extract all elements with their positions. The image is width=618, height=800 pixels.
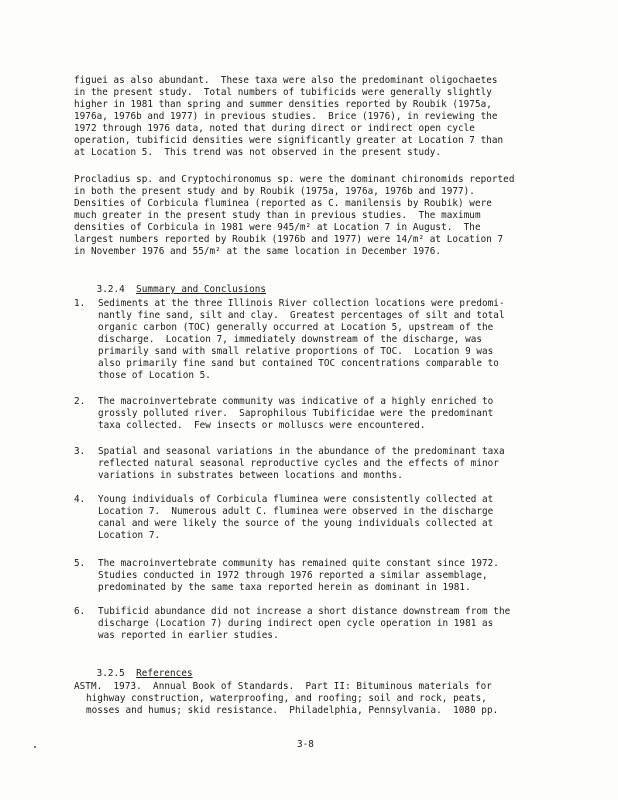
section-number: 3.2.5 bbox=[96, 668, 125, 679]
text-line: Location 7. Numerous adult C. fluminea were observed in the discharge bbox=[98, 506, 494, 517]
text-line: densities of Corbicula in 1981 were 945/m² at Location 7 in August. The bbox=[74, 222, 481, 233]
text-line: Densities of Corbicula fluminea (reported as C. manilensis by Roubik) were bbox=[74, 198, 492, 209]
item-number: 5. bbox=[74, 558, 86, 569]
text-line: Young individuals of Corbicula fluminea were consistently collected at bbox=[98, 494, 494, 505]
text-line: Procladius sp. and Cryptochironomus sp. were the dominant chironomids reported bbox=[74, 174, 515, 185]
section-title: References bbox=[136, 668, 193, 679]
item-number: 3. bbox=[74, 446, 86, 457]
text-line: canal and were likely the source of the young individuals collected at bbox=[98, 518, 494, 529]
text-line: nantly fine sand, silt and clay. Greatest percentages of silt and total bbox=[98, 310, 505, 321]
text-line: in both the present study and by Roubik (1975a, 1976a, 1976b and 1977). bbox=[74, 186, 475, 197]
text-line: ASTM. 1973. Annual Book of Standards. Part II: Bituminous materials for bbox=[74, 681, 492, 692]
text-line: Sediments at the three Illinois River collection locations were predomi- bbox=[98, 298, 505, 309]
paragraph-chironomids bbox=[74, 174, 544, 258]
text-line: higher in 1981 than spring and summer densities reported by Roubik (1975a, bbox=[74, 99, 492, 110]
text-line: was reported in earlier studies. bbox=[98, 630, 279, 641]
text-line: grossly polluted river. Saprophilous Tubificidae were the predominant bbox=[98, 408, 494, 419]
reference-entry bbox=[74, 681, 544, 717]
text-line: 1972 through 1976 data, noted that during direct or indirect open cycle bbox=[74, 123, 475, 134]
text-line: Studies conducted in 1972 through 1976 reported a similar assemblage, bbox=[98, 570, 488, 581]
text-line: largest numbers reported by Roubik (1976b and 1977) were 14/m² at Location 7 bbox=[74, 234, 504, 245]
scan-speck bbox=[34, 746, 36, 748]
text-line: at Location 5. This trend was not observed in the present study. bbox=[74, 147, 442, 158]
item-number: 6. bbox=[74, 606, 86, 617]
text-line: figuei as also abundant. These taxa were also the predominant oligochaetes bbox=[74, 75, 498, 86]
text-line: 1976a, 1976b and 1977) in previous studies. Brice (1976), in reviewing the bbox=[74, 111, 498, 122]
text-line: reflected natural seasonal reproductive cycles and the effects of minor bbox=[98, 458, 499, 469]
text-line: predominated by the same taxa reported herein as dominant in 1981. bbox=[98, 582, 471, 593]
text-line: highway construction, waterproofing, and roofing; soil and rock, peats, bbox=[86, 693, 487, 704]
text-line: taxa collected. Few insects or molluscs were encountered. bbox=[98, 420, 426, 431]
text-line: organic carbon (TOC) generally occurred at Location 5, upstream of the bbox=[98, 322, 494, 333]
text-line: discharge. Location 7, immediately downstream of the discharge, was bbox=[98, 334, 483, 345]
section-title: Summary and Conclusions bbox=[136, 284, 267, 295]
text-line: mosses and humus; skid resistance. Philadelphia, Pennsylvania. 1080 pp. bbox=[86, 705, 499, 716]
text-line: Spatial and seasonal variations in the abundance of the predominant taxa bbox=[98, 446, 505, 457]
text-line: Tubificid abundance did not increase a short distance downstream from the bbox=[98, 606, 511, 617]
text-line: in the present study. Total numbers of tubificids were generally slightly bbox=[74, 87, 492, 98]
text-line: primarily sand with small relative proportions of TOC. Location 9 was bbox=[98, 346, 494, 357]
text-line: discharge (Location 7) during indirect open cycle operation in 1981 as bbox=[98, 618, 494, 629]
item-number: 1. bbox=[74, 298, 86, 309]
text-line: Location 7. bbox=[98, 530, 161, 541]
text-line: also primarily fine sand but contained TOC concentrations comparable to bbox=[98, 358, 499, 369]
text-line: those of Location 5. bbox=[98, 370, 211, 381]
text-line: much greater in the present study than in previous studies. The maximum bbox=[74, 210, 481, 221]
text-line: operation, tubificid densities were significantly greater at Location 7 than bbox=[74, 135, 504, 146]
page-number: 3-8 bbox=[297, 739, 314, 750]
paragraph-oligochaetes bbox=[74, 75, 544, 159]
item-number: 4. bbox=[74, 494, 86, 505]
text-line: The macroinvertebrate community was indicative of a highly enriched to bbox=[98, 396, 494, 407]
text-line: in November 1976 and 55/m² at the same location in December 1976. bbox=[74, 246, 442, 257]
text-line: The macroinvertebrate community has remained quite constant since 1972. bbox=[98, 558, 499, 569]
item-number: 2. bbox=[74, 396, 86, 407]
section-number: 3.2.4 bbox=[96, 284, 125, 295]
text-line: variations in substrates between locations and months. bbox=[98, 470, 403, 481]
